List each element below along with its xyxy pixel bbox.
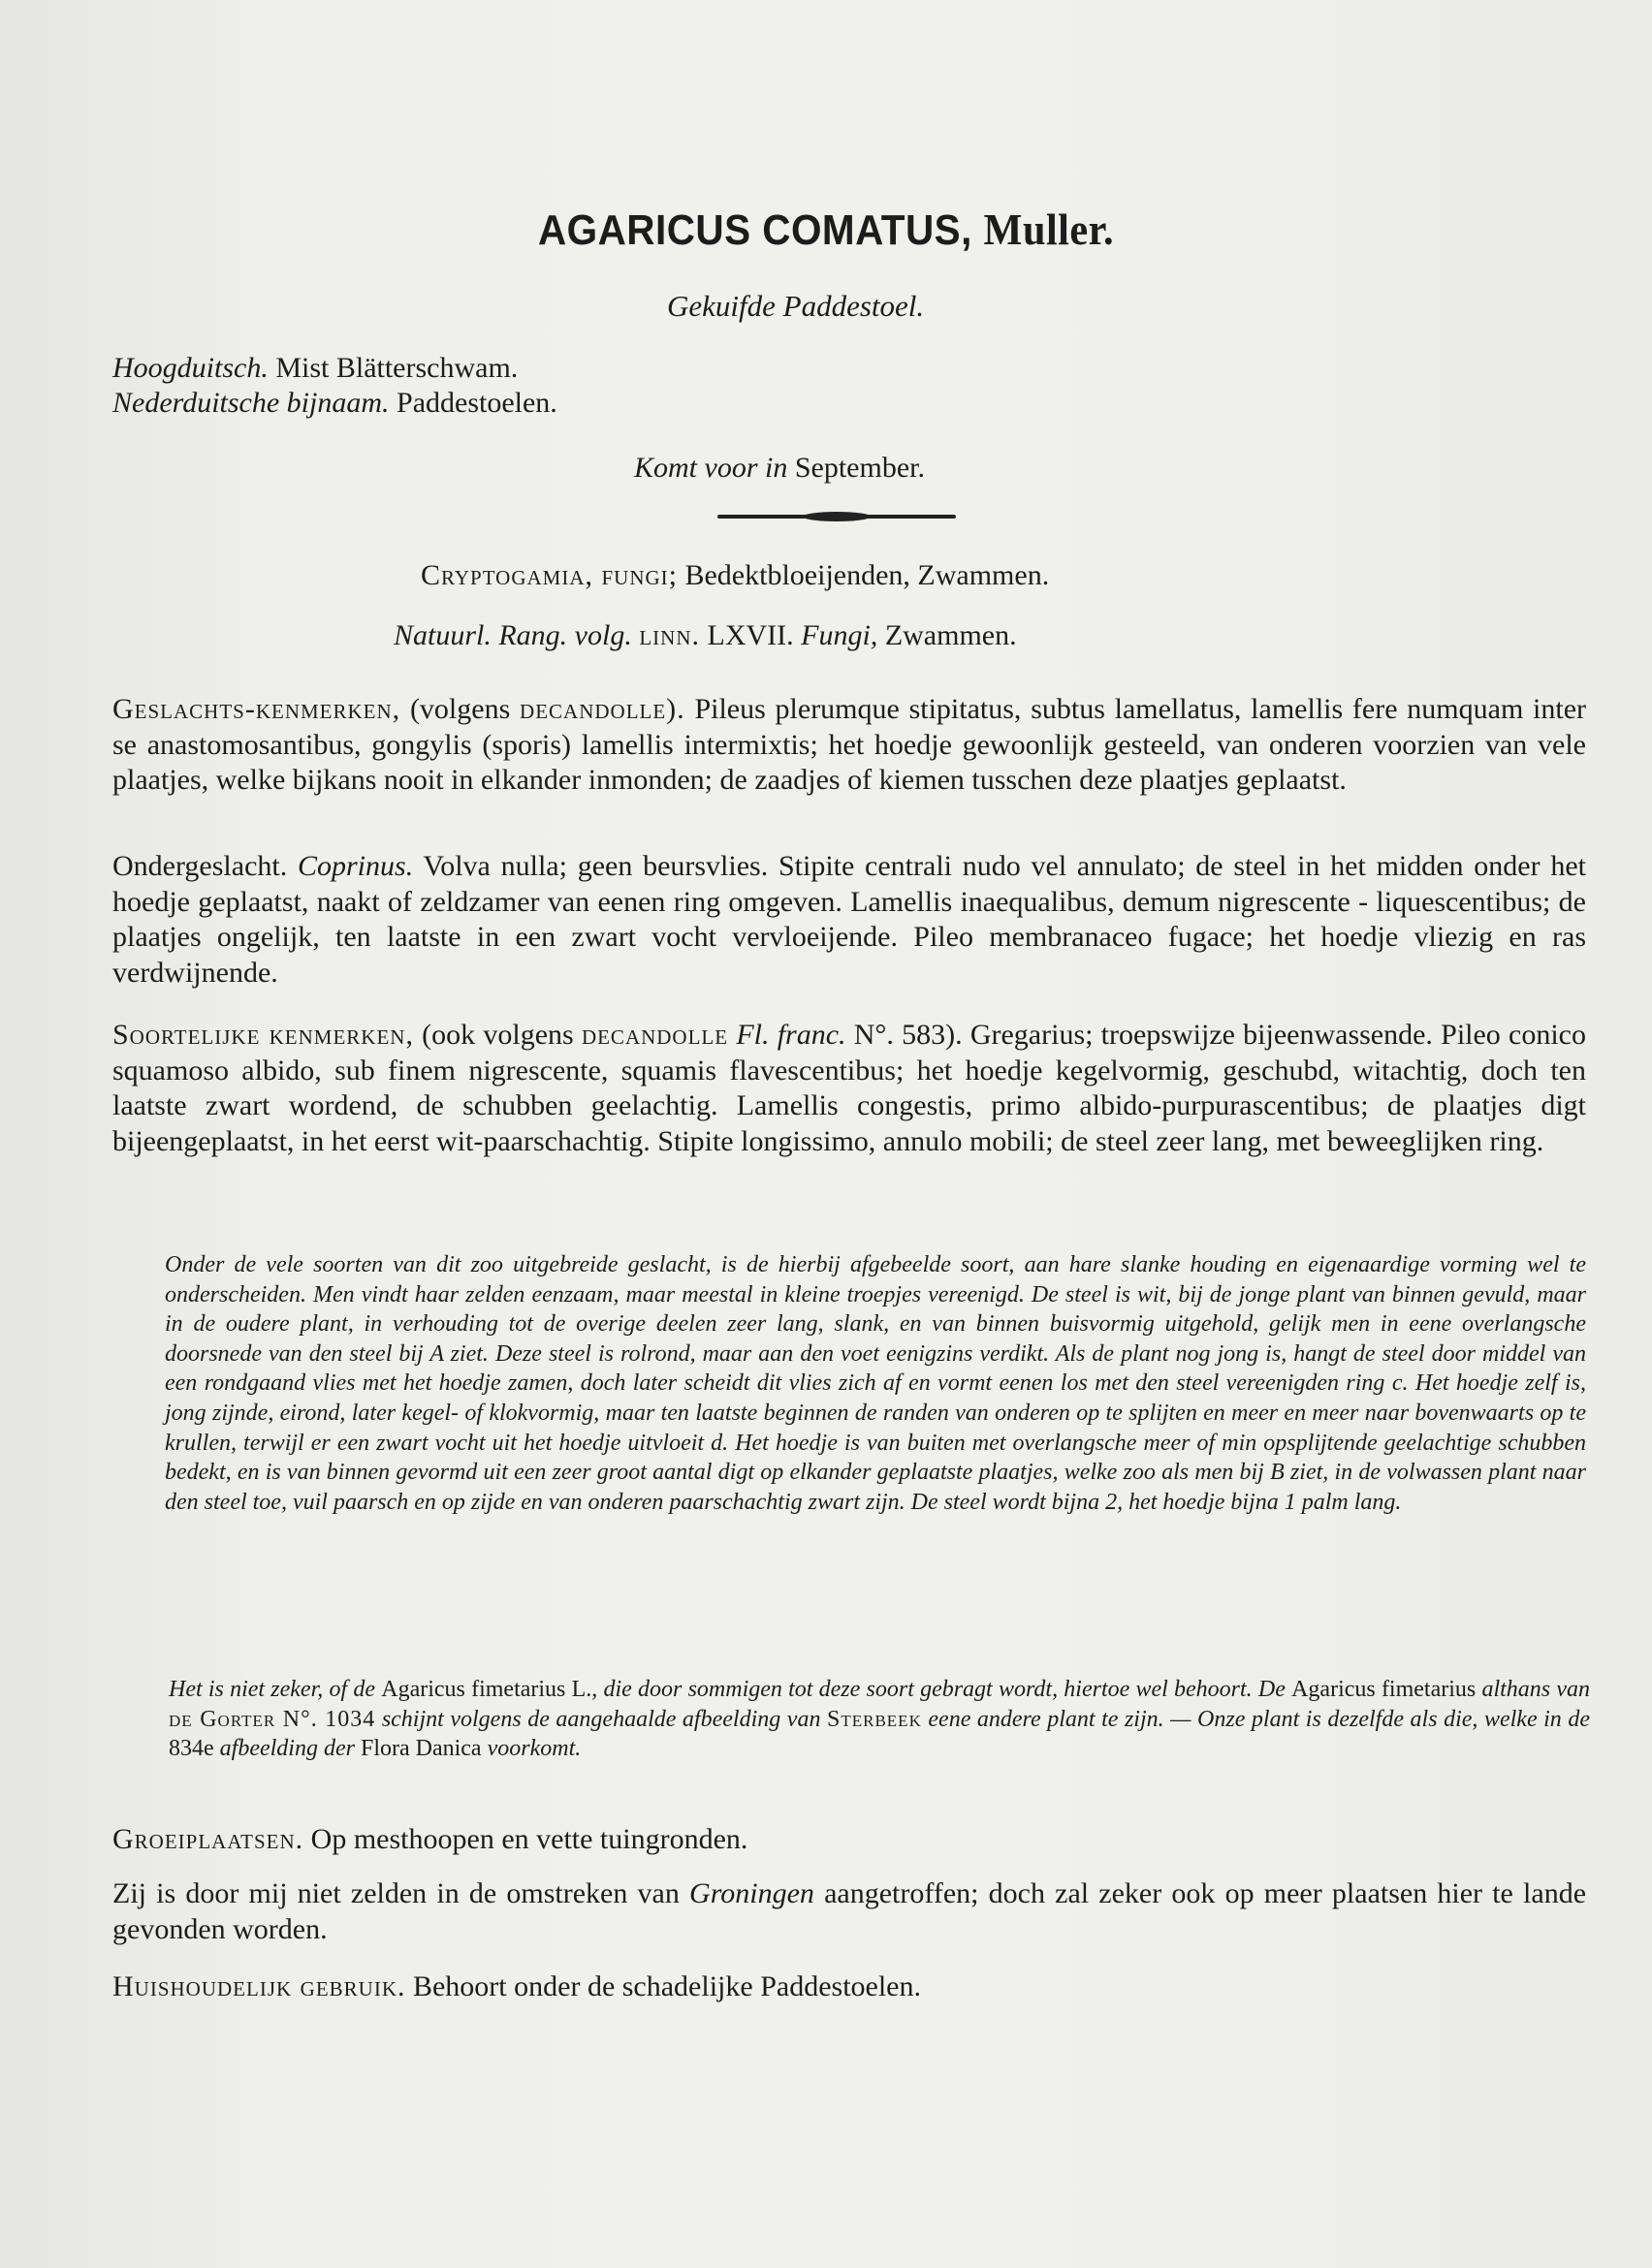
use-text: Behoort onder de schadelijke Paddestoelen. bbox=[412, 1970, 921, 2002]
rank-fungi: Fungi, bbox=[801, 619, 878, 651]
use-label: Huishoudelijk gebruik. bbox=[112, 1970, 406, 2002]
desc2-e: althans van bbox=[1481, 1677, 1591, 1702]
natural-rank-label: Natuurl. Rang. volg. bbox=[394, 619, 632, 651]
subgenus-characters bbox=[112, 849, 1586, 991]
habitat-label: Groeiplaatsen. bbox=[112, 1823, 304, 1855]
subgenus-name: Coprinus. bbox=[298, 850, 414, 882]
locality-text-b: aangetroffen; doch zal zeker ook op meer plaatsen hier te lande gevonden worden. bbox=[112, 1877, 1587, 1945]
page-title bbox=[66, 204, 1586, 255]
classification-line-2 bbox=[394, 616, 1017, 655]
genus-characters bbox=[112, 692, 1586, 799]
title-species: AGARICUS COMATUS, bbox=[537, 206, 972, 254]
subgenus-label: Ondergeslacht. bbox=[112, 850, 288, 882]
season-line bbox=[634, 449, 925, 488]
linnaeus-ref: linn. bbox=[639, 619, 700, 651]
desc2-l: Flora Danica bbox=[360, 1736, 482, 1762]
species-characters bbox=[112, 1018, 1586, 1159]
genus-source-name: decandolle). bbox=[520, 693, 685, 725]
household-use bbox=[112, 1969, 1586, 2005]
common-name: Gekuifde Paddestoel. bbox=[667, 289, 925, 323]
rank-number: LXVII. bbox=[707, 619, 794, 651]
rank-dutch: Zwammen. bbox=[884, 619, 1017, 651]
classification-line-1 bbox=[421, 556, 1049, 595]
locality bbox=[112, 1876, 1586, 1947]
locality-place: Groningen bbox=[689, 1877, 814, 1909]
desc2-k: afbeelding der bbox=[219, 1736, 355, 1762]
class-taxon: Cryptogamia, fungi; bbox=[421, 559, 678, 591]
genus-text: Pileus plerumque stipitatus, subtus lamellatus, lamellis fere numquam inter se anastomosantibus, gongylis (sporis) lamellis intermixtis; het hoedje gewoonlijk gesteeld, van onderen voorzien van vele plaatjes, welke bijkans nooit in elkander inmonden; de zaadjes of kiemen tusschen deze plaatjes geplaatst. bbox=[112, 693, 1587, 796]
habitat bbox=[112, 1822, 1586, 1858]
ornamental-divider bbox=[717, 515, 956, 519]
german-name-line bbox=[112, 349, 518, 388]
desc2-d: Agaricus fimetarius bbox=[1291, 1677, 1477, 1702]
desc2-a: Het is niet zeker, of de bbox=[169, 1677, 376, 1702]
subgenus-text: Volva nulla; geen beursvlies. Stipite centrali nudo vel annulato; de steel in het midden onder het hoedje geplaatst, naakt of zeldzamer van eenen ring omgeven. Lamellis inaequalibus, demum nigrescente - liquescentibus; de plaatjes ongelijk, ten laatste in een zwart vocht vervloeijende. Pileo membranaceo fugace; het hoedje vliezig en ras verdwijnende. bbox=[112, 850, 1587, 989]
desc2-i: eene andere plant te zijn. — Onze plant is dezelfde als die, welke in de bbox=[928, 1706, 1591, 1732]
title-author: Muller. bbox=[983, 205, 1115, 254]
desc2-f: de Gorter N°. 1034 bbox=[169, 1706, 376, 1732]
description-paragraph-2 bbox=[169, 1675, 1590, 1764]
desc2-h: Sterbeek bbox=[827, 1706, 922, 1732]
season-label: Komt voor in bbox=[634, 452, 788, 484]
genus-source-open: (volgens bbox=[409, 693, 511, 725]
german-label: Hoogduitsch. bbox=[112, 352, 269, 384]
habitat-text: Op mesthoopen en vette tuingronden. bbox=[310, 1823, 748, 1855]
species-text: Gregarius; troepswijze bijeenwassende. Pileo conico squamoso albido, sub finem nigrescente, squamis flavescentibus; het hoedje kegelvormig, geschubd, witachtig, doch ten laatste zwart wordend, de schubben geelachtig. Lamellis congestis, primo albido-purpurascentibus; de plaatjes digt bijeengeplaatst, in het eerst wit-paarschachtig. Stipite longissimo, annulo mobili; de steel zeer lang, met beweeglijken ring. bbox=[112, 1019, 1586, 1157]
species-source-open: (ook volgens bbox=[422, 1019, 574, 1051]
description-paragraph-1: Onder de vele soorten van dit zoo uitgebreide geslacht, is de hierbij afgebeelde soort, aan hare slanke houding en eigenaardige vorming wel te onderscheiden. Men vindt haar zelden eenzaam, maar meestal in kleine troepjes vereenigd. De steel is wit, bij de jonge plant van binnen gevuld, maar in de oudere plant, in verhouding tot de overige deelen zeer lang, slank, en van binnen buisvormig uitgehold, gelijk men in eene overlangsche doorsnede van den steel bij A ziet. Deze steel is rolrond, maar aan den voet eenigzins verdikt. Als de plant nog jong is, hangt de steel door middel van een rondgaand vlies met het hoedje zamen, doch later scheidt dit vlies zich af en vormt eenen los met den steel vereenigden ring c. Het hoedje zelf is, jong zijnde, eirond, later kegel- of klokvormig, maar ten laatste beginnen de randen van onderen op te splijten en meer en meer naar bovenwaarts op te krullen, terwijl er een zwart vocht uit het hoedje uitvloeit d. Het hoedje is van buiten met overlangsche meer of min opsplijtende geelachtige schubben bedekt, en is van binnen gevormd uit een zeer groot aantal digt op elkander geplaatste plaatjes, welke zoo als men bij B ziet, in de volwassen plant naar den steel toe, vuil paarsch en op zijde en van onderen paarschachtig zwart zijn. De steel wordt bijna 2, het hoedje bijna 1 palm lang. bbox=[165, 1252, 1586, 1515]
species-label: Soortelijke kenmerken, bbox=[112, 1019, 414, 1051]
desc2-g: schijnt volgens de aangehaalde afbeelding van bbox=[381, 1706, 821, 1732]
species-source-ref: Fl. franc. bbox=[736, 1019, 846, 1051]
class-dutch: Bedektbloeijenden, Zwammen. bbox=[684, 559, 1050, 591]
dutch-name: Paddestoelen. bbox=[397, 387, 557, 419]
desc2-b: Agaricus fimetarius L. bbox=[381, 1677, 592, 1702]
genus-label: Geslachts-kenmerken, bbox=[112, 693, 401, 725]
desc2-m: voorkomt. bbox=[487, 1736, 582, 1762]
species-source-num: N°. 583). bbox=[853, 1019, 963, 1051]
dutch-name-line bbox=[112, 384, 557, 423]
locality-text-a: Zij is door mij niet zelden in de omstreken van bbox=[112, 1877, 680, 1909]
desc2-j: 834e bbox=[169, 1736, 214, 1762]
dutch-label: Nederduitsche bijnaam. bbox=[112, 387, 390, 419]
desc2-c: , die door sommigen tot deze soort gebragt wordt, hiertoe wel behoort. De bbox=[591, 1677, 1286, 1702]
species-source-name: decandolle bbox=[581, 1019, 729, 1051]
german-name: Mist Blätterschwam. bbox=[275, 352, 519, 384]
season-value: September. bbox=[794, 452, 925, 484]
